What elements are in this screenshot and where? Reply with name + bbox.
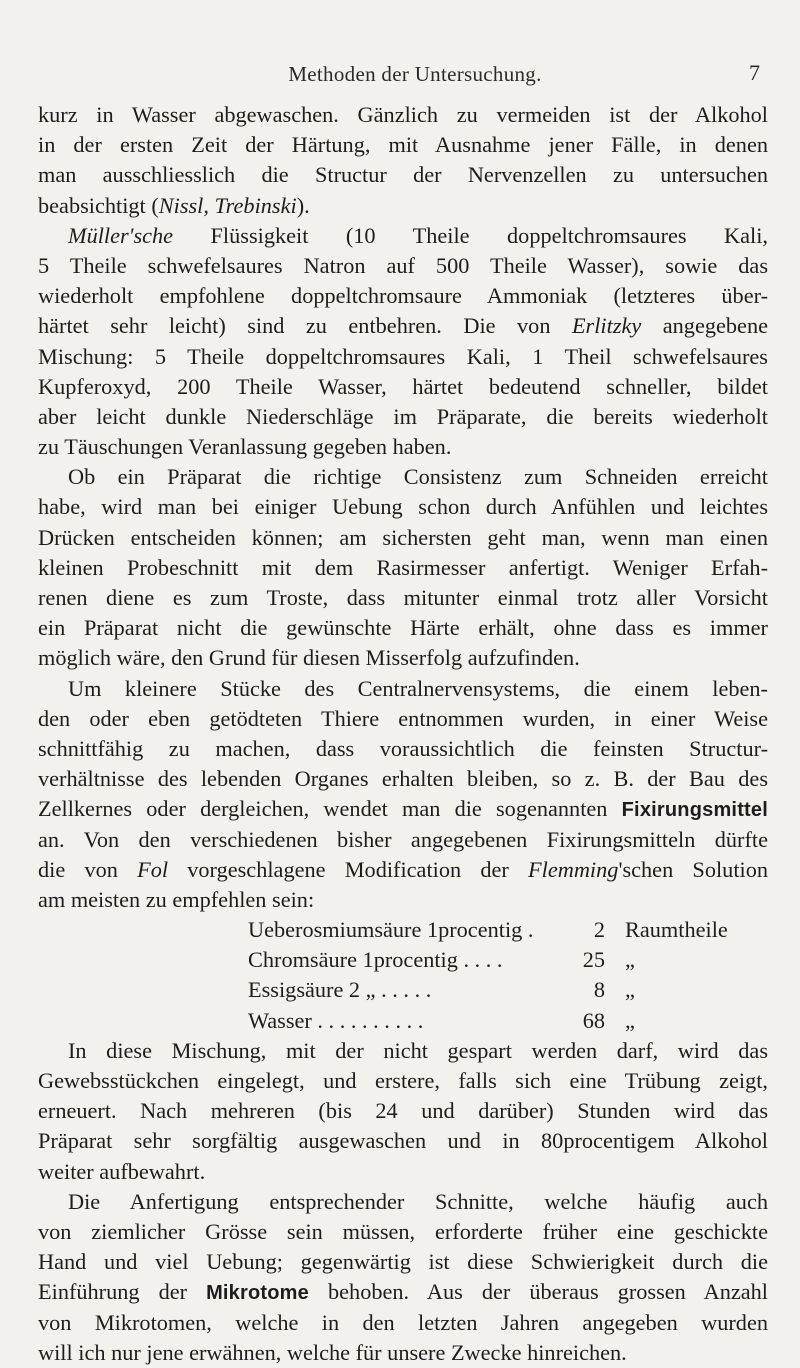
text-line: verhältnisse des lebenden Organes erhalten bleiben, so z. B. der Bau des — [38, 766, 768, 792]
recipe-row — [38, 975, 768, 1005]
recipe-unit: Raumtheile — [625, 917, 728, 943]
text-line: Gewebsstückchen eingelegt, und erstere, falls sich eine Trübung zeigt, — [38, 1068, 768, 1093]
text-line: aber leicht dunkle Niederschläge im Präparate, die bereits wiederholt — [38, 403, 768, 429]
text-line: in der ersten Zeit der Härtung, mit Ausnahme jener Fälle, in denen — [38, 132, 768, 158]
recipe-row — [38, 1006, 768, 1036]
text-line: 5 Theile schwefelsaures Natron auf 500 Theile Wasser), sowie das — [38, 252, 768, 278]
text-line: renen diene es zum Troste, dass mitunter einmal trotz aller Vorsicht — [38, 585, 768, 610]
text-line: wiederholt empfohlene doppeltchromsaure Ammoniak (letzteres über- — [38, 283, 768, 309]
text-line: Kupferoxyd, 200 Theile Wasser, härtet bedeutend schneller, bildet — [38, 373, 768, 399]
text-line: kleinen Probeschnitt mit dem Rasirmesser anfertigt. Weniger Erfah- — [38, 554, 768, 580]
text-line: die von Fol vorgeschlagene Modification der Flemming'schen Solution — [38, 856, 768, 882]
text-line: schnittfähig zu machen, dass voraussichtlich die feinsten Structur- — [38, 735, 768, 761]
technical-term: Mikrotome — [206, 1282, 309, 1305]
running-head: Methoden der Untersuchung. — [288, 62, 542, 86]
technical-term: Fixirungsmittel — [621, 799, 768, 822]
body-text — [38, 100, 768, 1368]
recipe-ingredient: Chromsäure 1procentig . . . . — [248, 947, 503, 973]
recipe-row — [38, 945, 768, 975]
text-line: Präparat sehr sorgfältig ausgewaschen und in 80procentigem Alkohol — [38, 1128, 768, 1154]
text-line: Um kleinere Stücke des Centralnervensystems, die einem leben- — [68, 675, 768, 701]
author-citation: Nissl, Trebinski — [158, 192, 297, 218]
recipe-row — [38, 915, 768, 945]
text-line: man ausschliesslich die Structur der Nervenzellen zu untersuchen — [38, 162, 768, 188]
recipe-amount: 2 — [593, 917, 605, 943]
author-name: Müller'sche — [68, 222, 174, 248]
recipe-ingredient: Essigsäure 2 „ . . . . . — [248, 977, 432, 1003]
author-name: Flemming — [528, 856, 619, 882]
text-line: von Mikrotomen, welche in den letzten Jahren angegeben wurden — [38, 1309, 768, 1335]
text-line: kurz in Wasser abgewaschen. Gänzlich zu vermeiden ist der Alkohol — [38, 102, 768, 127]
recipe-ingredient: Wasser . . . . . . . . . . — [248, 1007, 424, 1033]
text-line: an. Von den verschiedenen bisher angegebenen Fixirungsmitteln dürfte — [38, 826, 768, 852]
text-line: Mischung: 5 Theile doppeltchromsaures Kali, 1 Theil schwefelsaures — [38, 343, 768, 369]
recipe-unit: „ — [625, 947, 635, 973]
text-line: ein Präparat nicht die gewünschte Härte erhält, ohne dass es immer — [38, 615, 768, 641]
page-number: 7 — [749, 60, 760, 85]
recipe-unit: „ — [625, 977, 635, 1003]
text-line: Zellkernes oder dergleichen, wendet man die sogenannten Fixirungsmittel — [38, 796, 768, 822]
text-line: Einführung der Mikrotome behoben. Aus der überaus grossen Anzahl — [38, 1279, 768, 1305]
recipe-unit: „ — [625, 1007, 635, 1033]
recipe-amount: 8 — [593, 977, 605, 1003]
recipe-amount: 68 — [582, 1007, 605, 1033]
text-line: Die Anfertigung entsprechender Schnitte, welche häufig auch — [68, 1188, 768, 1214]
recipe-amount: 25 — [582, 947, 605, 973]
text-line: zu Täuschungen Veranlassung gegeben haben. — [38, 434, 452, 460]
text-line: weiter aufbewahrt. — [38, 1158, 206, 1184]
text-line: den oder eben getödteten Thiere entnommen wurden, in einer Weise — [38, 705, 768, 731]
text-line: beabsichtigt (Nissl, Trebinski). — [38, 192, 310, 218]
text-line: Hand und viel Uebung; gegenwärtig ist diese Schwierigkeit durch die — [38, 1249, 768, 1275]
text-line: In diese Mischung, mit der nicht gespart werden darf, wird das — [68, 1037, 768, 1063]
text-line: Müller'sche Flüssigkeit (10 Theile doppeltchromsaures Kali, — [68, 222, 768, 248]
text-line: erneuert. Nach mehreren (bis 24 und darüber) Stunden wird das — [38, 1098, 768, 1124]
text-line: von ziemlicher Grösse sein müssen, erforderte früher eine geschickte — [38, 1218, 768, 1244]
author-name: Fol — [137, 856, 169, 882]
text-line: will ich nur jene erwähnen, welche für unsere Zwecke hinreichen. — [38, 1339, 627, 1365]
text-line: Ob ein Präparat die richtige Consistenz zum Schneiden erreicht — [68, 464, 768, 490]
author-name: Erlitzky — [571, 313, 642, 339]
recipe-ingredient: Ueberosmiumsäure 1procentig . — [248, 917, 534, 943]
text-line: Drücken entscheiden können; am sichersten geht man, wenn man einen — [38, 524, 768, 550]
text-line: habe, wird man bei einiger Uebung schon durch Anfühlen und leichtes — [38, 494, 768, 520]
text-line: härtet sehr leicht) sind zu entbehren. Die von Erlitzky angegebene — [38, 313, 768, 339]
text-line: möglich wäre, den Grund für diesen Misserfolg aufzufinden. — [38, 645, 580, 671]
text-line: am meisten zu empfehlen sein: — [38, 886, 315, 912]
